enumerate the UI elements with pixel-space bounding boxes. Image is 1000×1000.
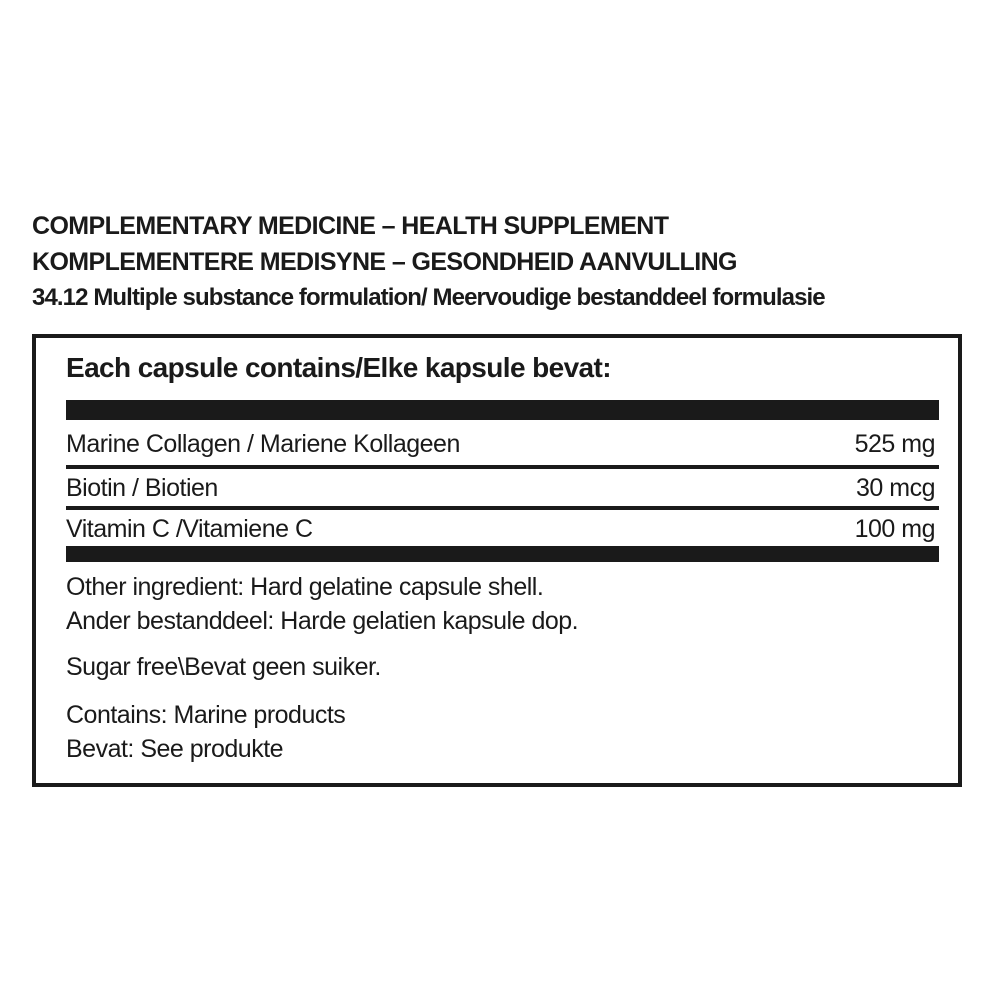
ingredient-name: Biotin / Biotien	[66, 474, 218, 502]
allergen-english: Contains: Marine products	[66, 701, 346, 729]
panel-title: Each capsule contains/Elke kapsule bevat:	[66, 352, 611, 383]
ingredient-row	[66, 425, 939, 463]
other-ingredient-afrikaans: Ander bestanddeel: Harde gelatien kapsule dop.	[66, 607, 579, 635]
ingredient-amount: 525 mg	[854, 430, 935, 458]
label-header	[32, 208, 972, 316]
ingredient-name: Vitamin C /Vitamiene C	[66, 515, 313, 543]
sugar-free-note: Sugar free\Bevat geen suiker.	[66, 653, 381, 681]
ingredient-row	[66, 469, 939, 507]
thick-divider-bottom	[66, 546, 939, 562]
allergen-afrikaans: Bevat: See produkte	[66, 735, 284, 763]
ingredients-panel	[32, 334, 962, 787]
thick-divider-top	[66, 400, 939, 420]
category-title-english: COMPLEMENTARY MEDICINE – HEALTH SUPPLEMENT	[32, 212, 669, 240]
formulation-category: 34.12 Multiple substance formulation/ Meervoudige bestanddeel formulasie	[32, 284, 825, 311]
other-ingredient-english: Other ingredient: Hard gelatine capsule shell.	[66, 573, 544, 601]
category-title-afrikaans: KOMPLEMENTERE MEDISYNE – GESONDHEID AANVULLING	[32, 248, 737, 276]
ingredient-amount: 100 mg	[854, 515, 935, 543]
ingredient-name: Marine Collagen / Mariene Kollageen	[66, 430, 460, 458]
ingredient-amount: 30 mcg	[856, 474, 935, 502]
ingredient-row	[66, 510, 939, 548]
